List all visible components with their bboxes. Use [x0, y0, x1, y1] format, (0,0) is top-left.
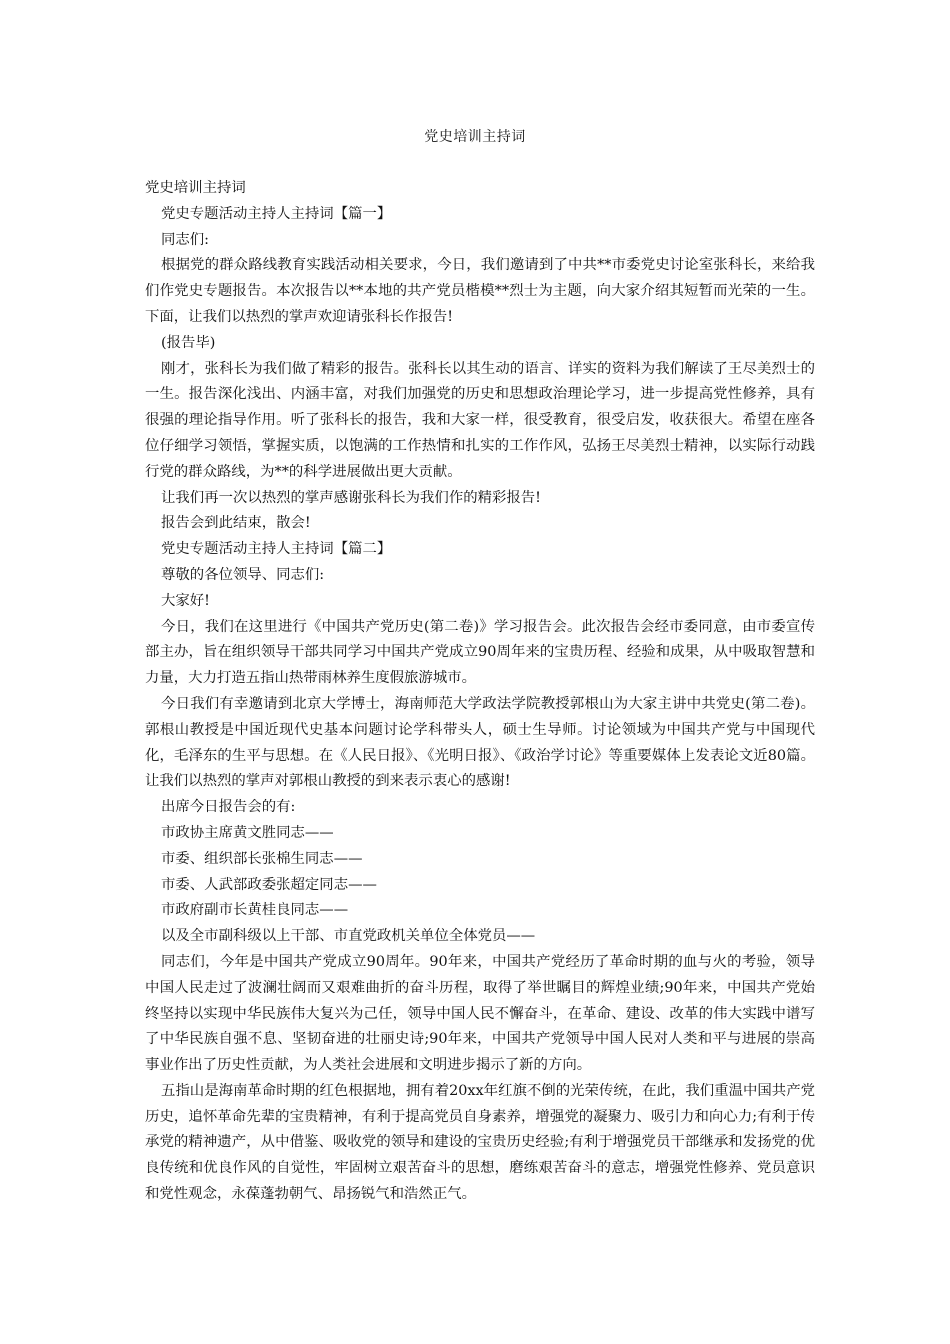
paragraph: 五指山是海南革命时期的红色根据地，拥有着20xx年红旗不倒的光荣传统，在此，我们重温中国共产党历史，追怀革命先辈的宝贵精神，有利于提高党员自身素养，增强党的凝聚力、吸引力和向心力;有利于传承党的精神遗产，从中借鉴、吸收党的领导和建设的宝贵历史经验;有利于增强党员干部继承和发扬党的优良传统和优良作风的自觉性，牢固树立艰苦奋斗的思想，磨练艰苦奋斗的意志，增强党性修养、党员意识和党性观念，永葆蓬勃朝气、昂扬锐气和浩然正气。 — [145, 1082, 815, 1203]
paragraph: 出席今日报告会的有: — [161, 799, 296, 816]
paragraph: 今日我们有幸邀请到北京大学博士，海南师范大学政法学院教授郭根山为大家主讲中共党史(第二卷)。郭根山教授是中国近现代史基本问题讨论学科带头人，硕士生导师。讨论领域为中国共产党与中国现代化，毛泽东的生平与思想。在《人民日报》、《光明日报》、《政治学讨论》等重要媒体上发表论文近80篇。让我们以热烈的掌声对郭根山教授的到来表示衷心的感谢! — [145, 695, 815, 790]
paragraph: (报告毕) — [161, 334, 216, 351]
paragraph: 根据党的群众路线教育实践活动相关要求，今日，我们邀请到了中共**市委党史讨论室张科长，来给我们作党史专题报告。本次报告以**本地的共产党员楷模**烈士为主题，向大家介绍其短暂而光荣的一生。下面，让我们以热烈的掌声欢迎请张科长作报告! — [145, 257, 815, 325]
paragraph: 同志们，今年是中国共产党成立90周年。90年来，中国共产党经历了革命时期的血与火的考验，领导中国人民走过了波澜壮阔而又艰难曲折的奋斗历程，取得了举世瞩目的辉煌业绩;90年来，中国共产党始终坚持以实现中华民族伟大复兴为己任，领导中国人民不懈奋斗，在革命、建设、改革的伟大实践中谱写了中华民族自强不息、坚韧奋进的壮丽史诗;90年来，中国共产党领导中国人民对人类和平与进展的崇高事业作出了历史性贡献，为人类社会进展和文明进步揭示了新的方向。 — [145, 953, 815, 1074]
paragraph: 市委、组织部长张棉生同志—— — [161, 850, 363, 867]
paragraph: 党史培训主持词 — [145, 180, 246, 196]
document-body — [145, 176, 815, 1208]
paragraph: 报告会到此结束，散会! — [161, 515, 311, 532]
paragraph: 市政府副市长黄桂良同志—— — [161, 902, 349, 919]
paragraph: 同志们: — [161, 231, 210, 248]
paragraph: 刚才，张科长为我们做了精彩的报告。张科长以其生动的语言、详实的资料为我们解读了王尽美烈士的一生。报告深化浅出、内涵丰富，对我们加强党的历史和思想政治理论学习，进一步提高党性修养，具有很强的理论指导作用。听了张科长的报告，我和大家一样，很受教育，很受启发，收获很大。希望在座各位仔细学习领悟，掌握实质，以饱满的工作热情和扎实的工作作风，弘扬王尽美烈士精神，以实际行动践行党的群众路线，为**的科学进展做出更大贡献。 — [145, 360, 815, 480]
paragraph: 以及全市副科级以上干部、市直党政机关单位全体党员—— — [161, 928, 536, 945]
paragraph: 大家好! — [161, 592, 210, 609]
paragraph: 市政协主席黄文胜同志—— — [161, 824, 334, 841]
paragraph: 尊敬的各位领导、同志们: — [161, 566, 325, 583]
paragraph: 党史专题活动主持人主持词【篇二】 — [161, 541, 392, 558]
paragraph: 党史专题活动主持人主持词【篇一】 — [161, 205, 392, 222]
document-title: 党史培训主持词 — [424, 129, 526, 145]
paragraph: 今日，我们在这里进行《中国共产党历史(第二卷)》学习报告会。此次报告会经市委同意，由市委宣传部主办，旨在组织领导干部共同学习中国共产党成立90周年来的宝贵历程、经验和成果，从中吸取智慧和力量，大力打造五指山热带雨林养生度假旅游城市。 — [145, 618, 815, 687]
paragraph: 市委、人武部政委张超定同志—— — [161, 876, 377, 893]
paragraph: 让我们再一次以热烈的掌声感谢张科长为我们作的精彩报告! — [161, 489, 541, 506]
